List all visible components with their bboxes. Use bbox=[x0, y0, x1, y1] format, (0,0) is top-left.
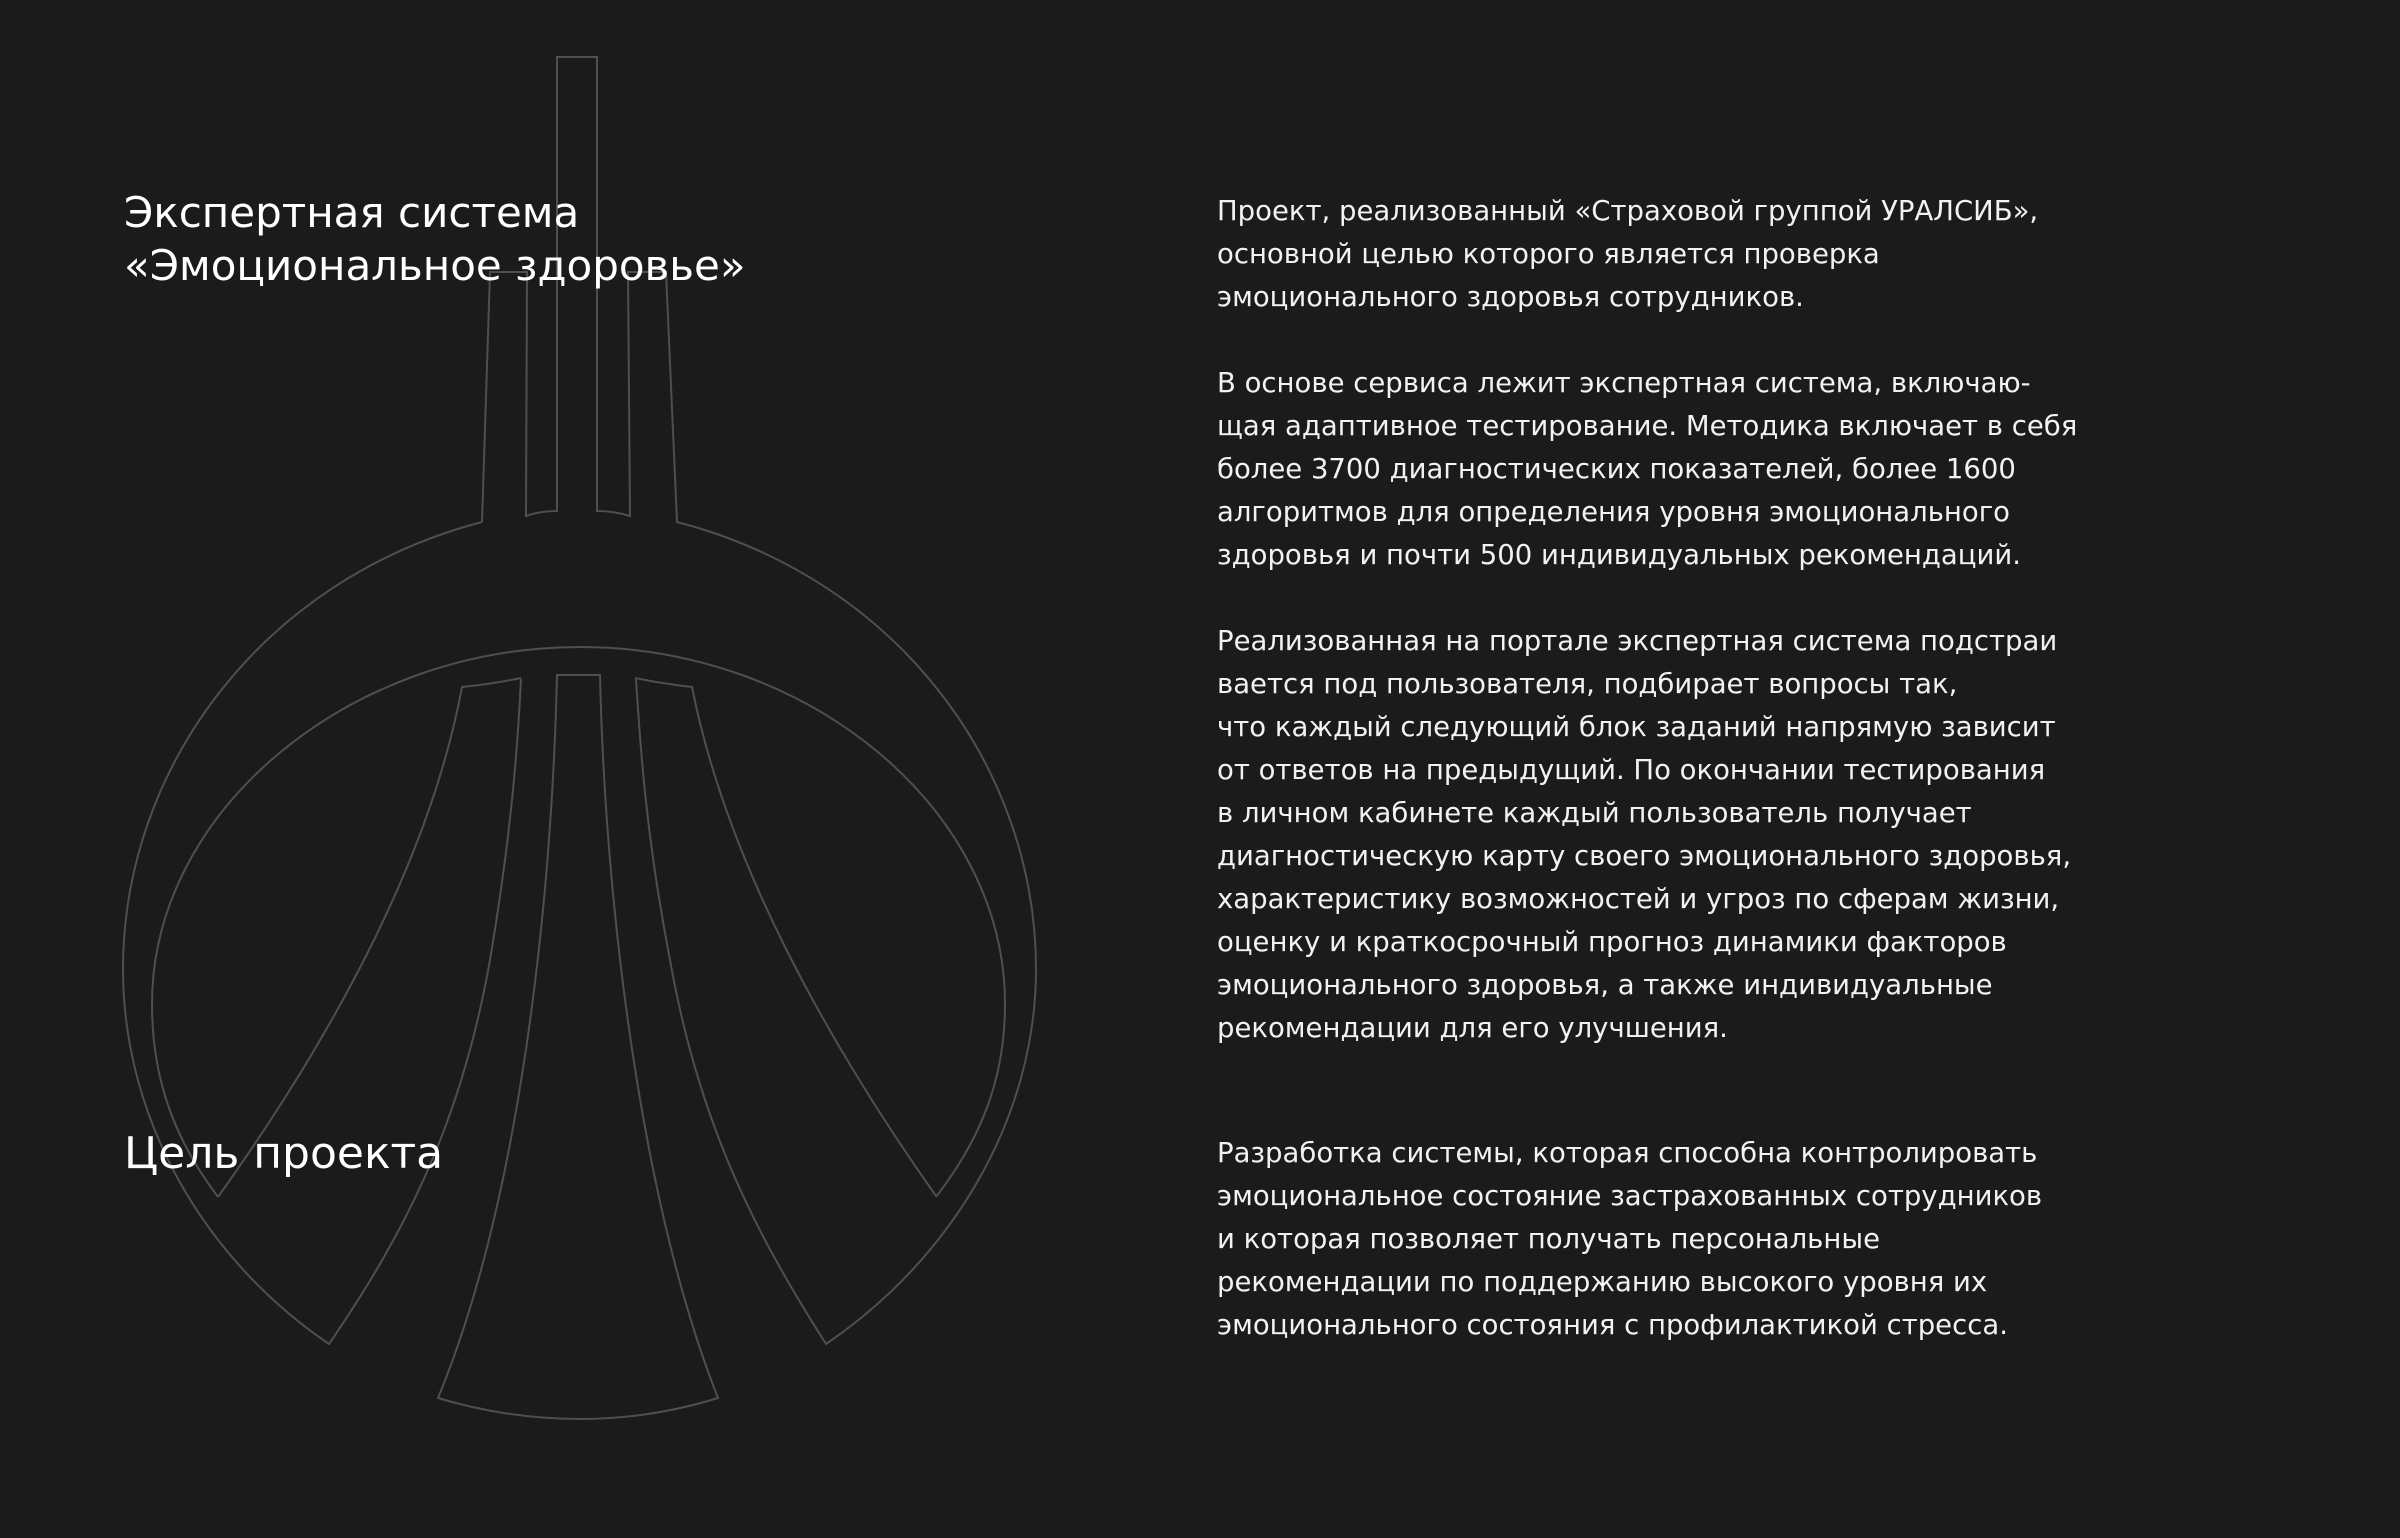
text-line: эмоционального здоровья, а также индивидуальные bbox=[1217, 969, 1993, 1001]
text-line: характеристику возможностей и угроз по сферам жизни, bbox=[1217, 883, 2060, 915]
goal-section-title: Цель проекта bbox=[124, 1128, 444, 1179]
text-line: эмоционального состояния с профилактикой стресса. bbox=[1217, 1309, 2008, 1341]
text-line: щая адаптивное тестирование. Методика включает в себя bbox=[1217, 410, 2078, 442]
text-line: здоровья и почти 500 индивидуальных рекомендаций. bbox=[1217, 539, 2021, 571]
page-title bbox=[124, 186, 746, 292]
logo-inner-arc-left bbox=[152, 647, 1005, 1197]
text-line: диагностическую карту своего эмоционального здоровья, bbox=[1217, 840, 2072, 872]
page-title-line-1: Экспертная система bbox=[124, 188, 580, 237]
page-title-line-2: «Эмоциональное здоровье» bbox=[124, 241, 746, 290]
text-line: Разработка системы, которая способна контролировать bbox=[1217, 1137, 2038, 1169]
logo-blade-right bbox=[635, 678, 936, 1196]
text-line: основной целью которого является проверка bbox=[1217, 238, 1880, 270]
description-paragraph-1 bbox=[1217, 190, 2177, 319]
text-line: рекомендации по поддержанию высокого уровня их bbox=[1217, 1266, 1988, 1298]
text-line: и которая позволяет получать персональные bbox=[1217, 1223, 1880, 1255]
goal-description bbox=[1217, 1132, 2177, 1390]
text-line: вается под пользователя, подбирает вопросы так, bbox=[1217, 668, 1958, 700]
text-line: что каждый следующий блок заданий напрямую зависит bbox=[1217, 711, 2056, 743]
logo-central-flare bbox=[438, 675, 718, 1419]
text-line: от ответов на предыдущий. По окончании тестирования bbox=[1217, 754, 2046, 786]
description-paragraph-3 bbox=[1217, 620, 2177, 1050]
text-line: рекомендации для его улучшения. bbox=[1217, 1012, 1728, 1044]
text-line: оценку и краткосрочный прогноз динамики факторов bbox=[1217, 926, 2007, 958]
logo-blade-left bbox=[218, 678, 521, 1197]
text-line: более 3700 диагностических показателей, более 1600 bbox=[1217, 453, 2016, 485]
goal-paragraph bbox=[1217, 1132, 2177, 1347]
text-line: в личном кабинете каждый пользователь получает bbox=[1217, 797, 1972, 829]
text-line: Реализованная на портале экспертная система подстраи bbox=[1217, 625, 2058, 657]
logo-outer-ring-left bbox=[123, 522, 521, 1344]
text-line: эмоциональное состояние застрахованных сотрудников bbox=[1217, 1180, 2043, 1212]
text-line: эмоционального здоровья сотрудников. bbox=[1217, 281, 1804, 313]
project-description bbox=[1217, 190, 2177, 1093]
description-paragraph-2 bbox=[1217, 362, 2177, 577]
text-line: Проект, реализованный «Страховой группой УРАЛСИБ», bbox=[1217, 195, 2039, 227]
text-line: алгоритмов для определения уровня эмоционального bbox=[1217, 496, 2010, 528]
text-line: В основе сервиса лежит экспертная система, включаю- bbox=[1217, 367, 2031, 399]
